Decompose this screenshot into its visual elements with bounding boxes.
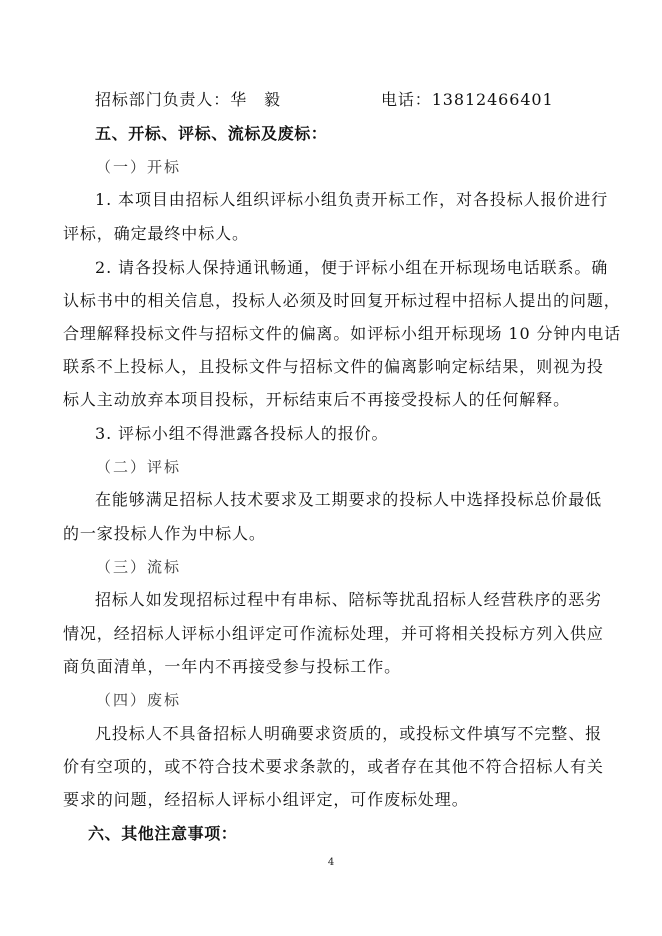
subsection-1-heading: （一）开标 bbox=[96, 158, 182, 176]
paragraph-line: 商负面清单，一年内不再接受参与投标工作。 bbox=[63, 657, 402, 676]
subsection-2-heading: （二）评标 bbox=[96, 458, 182, 476]
paragraph-line: 招标人如发现招标过程中有串标、陪标等扰乱招标人经营秩序的恶劣 bbox=[95, 590, 603, 609]
paragraph-line: 在能够满足招标人技术要求及工期要求的投标人中选择投标总价最低 bbox=[95, 490, 603, 509]
paragraph-line: 2. 请各投标人保持通讯畅通，便于评标小组在开标现场电话联系。确 bbox=[95, 258, 609, 277]
paragraph-line: 3. 评标小组不得泄露各投标人的报价。 bbox=[95, 424, 389, 443]
paragraph-line: 联系不上投标人，且投标文件与招标文件的偏离影响定标结果，则视为投 bbox=[63, 357, 604, 376]
paragraph-line: 认标书中的相关信息，投标人必须及时回复开标过程中招标人提出的问题， bbox=[63, 291, 621, 310]
subsection-4-heading: （四）废标 bbox=[96, 691, 182, 709]
page-number: 4 bbox=[327, 857, 335, 868]
paragraph-line: 合理解释投标文件与招标文件的偏离。如评标小组开标现场 10 分钟内电话 bbox=[63, 324, 622, 343]
contact-person: 招标部门负责人：华 毅 bbox=[95, 90, 281, 109]
paragraph-line: 的一家投标人作为中标人。 bbox=[63, 524, 266, 543]
section-5-heading: 五、开标、评标、流标及废标： bbox=[95, 124, 328, 143]
subsection-3-heading: （三）流标 bbox=[96, 558, 182, 576]
paragraph-line: 评标，确定最终中标人。 bbox=[63, 224, 249, 243]
section-6-heading: 六、其他注意事项： bbox=[88, 824, 238, 843]
paragraph-line: 价有空项的，或不符合技术要求条款的，或者存在其他不符合招标人有关 bbox=[63, 757, 604, 776]
paragraph-line: 要求的问题，经招标人评标小组评定，可作废标处理。 bbox=[63, 790, 469, 809]
paragraph-line: 情况，经招标人评标小组评定可作流标处理，并可将相关投标方列入供应 bbox=[63, 624, 604, 643]
paragraph-line: 1. 本项目由招标人组织评标小组负责开标工作，对各投标人报价进行 bbox=[95, 190, 609, 209]
paragraph-line: 凡投标人不具备招标人明确要求资质的，或投标文件填写不完整、报 bbox=[95, 724, 603, 743]
contact-phone: 电话：13812466401 bbox=[381, 90, 554, 109]
paragraph-line: 标人主动放弃本项目投标，开标结束后不再接受投标人的任何解释。 bbox=[63, 390, 571, 409]
